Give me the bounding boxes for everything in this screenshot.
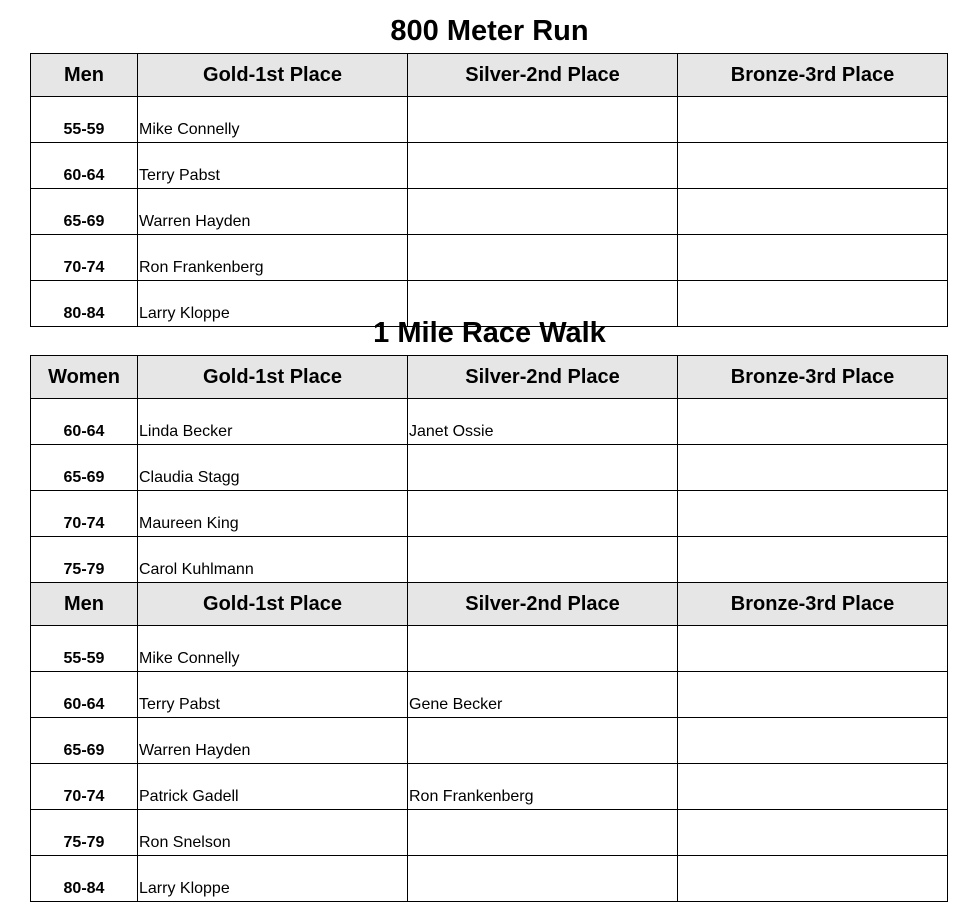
- bronze-cell: [678, 399, 948, 445]
- column-header-silver: Silver-2nd Place: [408, 54, 678, 97]
- bronze-cell: [678, 97, 948, 143]
- table-row: [31, 143, 948, 189]
- bronze-cell: [678, 189, 948, 235]
- gold-cell: Mike Connelly: [138, 626, 408, 672]
- age-group-cell: 75-79: [31, 810, 138, 856]
- table-row: [31, 718, 948, 764]
- gold-cell: Claudia Stagg: [138, 445, 408, 491]
- bronze-cell: [678, 491, 948, 537]
- silver-cell: [408, 189, 678, 235]
- silver-cell: [408, 97, 678, 143]
- age-group-cell: 70-74: [31, 235, 138, 281]
- gold-cell: Patrick Gadell: [138, 764, 408, 810]
- bronze-cell: [678, 626, 948, 672]
- bronze-cell: [678, 235, 948, 281]
- gold-cell: Carol Kuhlmann: [138, 537, 408, 583]
- gold-cell: Warren Hayden: [138, 189, 408, 235]
- silver-cell: [408, 445, 678, 491]
- age-group-cell: 60-64: [31, 399, 138, 445]
- gold-cell: Terry Pabst: [138, 672, 408, 718]
- age-group-cell: 65-69: [31, 445, 138, 491]
- column-header-bronze: Bronze-3rd Place: [678, 583, 948, 626]
- table-row: [31, 399, 948, 445]
- gold-cell: Warren Hayden: [138, 718, 408, 764]
- silver-cell: [408, 491, 678, 537]
- table-row: [31, 97, 948, 143]
- silver-cell: Janet Ossie: [408, 399, 678, 445]
- gold-cell: Linda Becker: [138, 399, 408, 445]
- table-row: [31, 235, 948, 281]
- age-group-cell: 65-69: [31, 189, 138, 235]
- bronze-cell: [678, 445, 948, 491]
- table-row: [31, 856, 948, 902]
- column-header-bronze: Bronze-3rd Place: [678, 54, 948, 97]
- silver-cell: [408, 143, 678, 189]
- age-group-cell: 75-79: [31, 537, 138, 583]
- bronze-cell: [678, 143, 948, 189]
- age-group-cell: 55-59: [31, 626, 138, 672]
- gold-cell: Ron Snelson: [138, 810, 408, 856]
- column-header-division: Men: [31, 583, 138, 626]
- gold-cell: Mike Connelly: [138, 97, 408, 143]
- silver-cell: [408, 856, 678, 902]
- results-table-walk-women-men: [30, 355, 948, 902]
- table-row: [31, 672, 948, 718]
- silver-cell: [408, 626, 678, 672]
- gold-cell: Maureen King: [138, 491, 408, 537]
- table-row: [31, 491, 948, 537]
- age-group-cell: 60-64: [31, 143, 138, 189]
- age-group-cell: 70-74: [31, 491, 138, 537]
- table-header-row: [31, 54, 948, 97]
- bronze-cell: [678, 672, 948, 718]
- silver-cell: [408, 718, 678, 764]
- bronze-cell: [678, 718, 948, 764]
- age-group-cell: 70-74: [31, 764, 138, 810]
- silver-cell: [408, 235, 678, 281]
- age-group-cell: 60-64: [31, 672, 138, 718]
- column-header-gold: Gold-1st Place: [138, 356, 408, 399]
- gold-cell: Larry Kloppe: [138, 856, 408, 902]
- age-group-cell: 65-69: [31, 718, 138, 764]
- column-header-silver: Silver-2nd Place: [408, 356, 678, 399]
- column-header-gold: Gold-1st Place: [138, 583, 408, 626]
- table-row: [31, 764, 948, 810]
- section-title-800-meter-run: 800 Meter Run: [390, 15, 589, 47]
- bronze-cell: [678, 764, 948, 810]
- bronze-cell: [678, 810, 948, 856]
- age-group-cell: 55-59: [31, 97, 138, 143]
- bronze-cell: [678, 856, 948, 902]
- section-title-1-mile-race-walk: 1 Mile Race Walk: [373, 317, 606, 349]
- table-row: [31, 537, 948, 583]
- column-header-bronze: Bronze-3rd Place: [678, 356, 948, 399]
- silver-cell: Gene Becker: [408, 672, 678, 718]
- results-table-800m-men: [30, 53, 948, 327]
- silver-cell: [408, 810, 678, 856]
- table-row: [31, 189, 948, 235]
- table-row: [31, 626, 948, 672]
- table-row: [31, 445, 948, 491]
- column-header-silver: Silver-2nd Place: [408, 583, 678, 626]
- table-header-row: [31, 356, 948, 399]
- column-header-gold: Gold-1st Place: [138, 54, 408, 97]
- column-header-division: Men: [31, 54, 138, 97]
- table-row: [31, 810, 948, 856]
- silver-cell: [408, 537, 678, 583]
- gold-cell: Larry Kloppe: [138, 281, 408, 327]
- age-group-cell: 80-84: [31, 856, 138, 902]
- column-header-division: Women: [31, 356, 138, 399]
- table-header-row: [31, 583, 948, 626]
- bronze-cell: [678, 537, 948, 583]
- silver-cell: Ron Frankenberg: [408, 764, 678, 810]
- gold-cell: Terry Pabst: [138, 143, 408, 189]
- age-group-cell: 80-84: [31, 281, 138, 327]
- gold-cell: Ron Frankenberg: [138, 235, 408, 281]
